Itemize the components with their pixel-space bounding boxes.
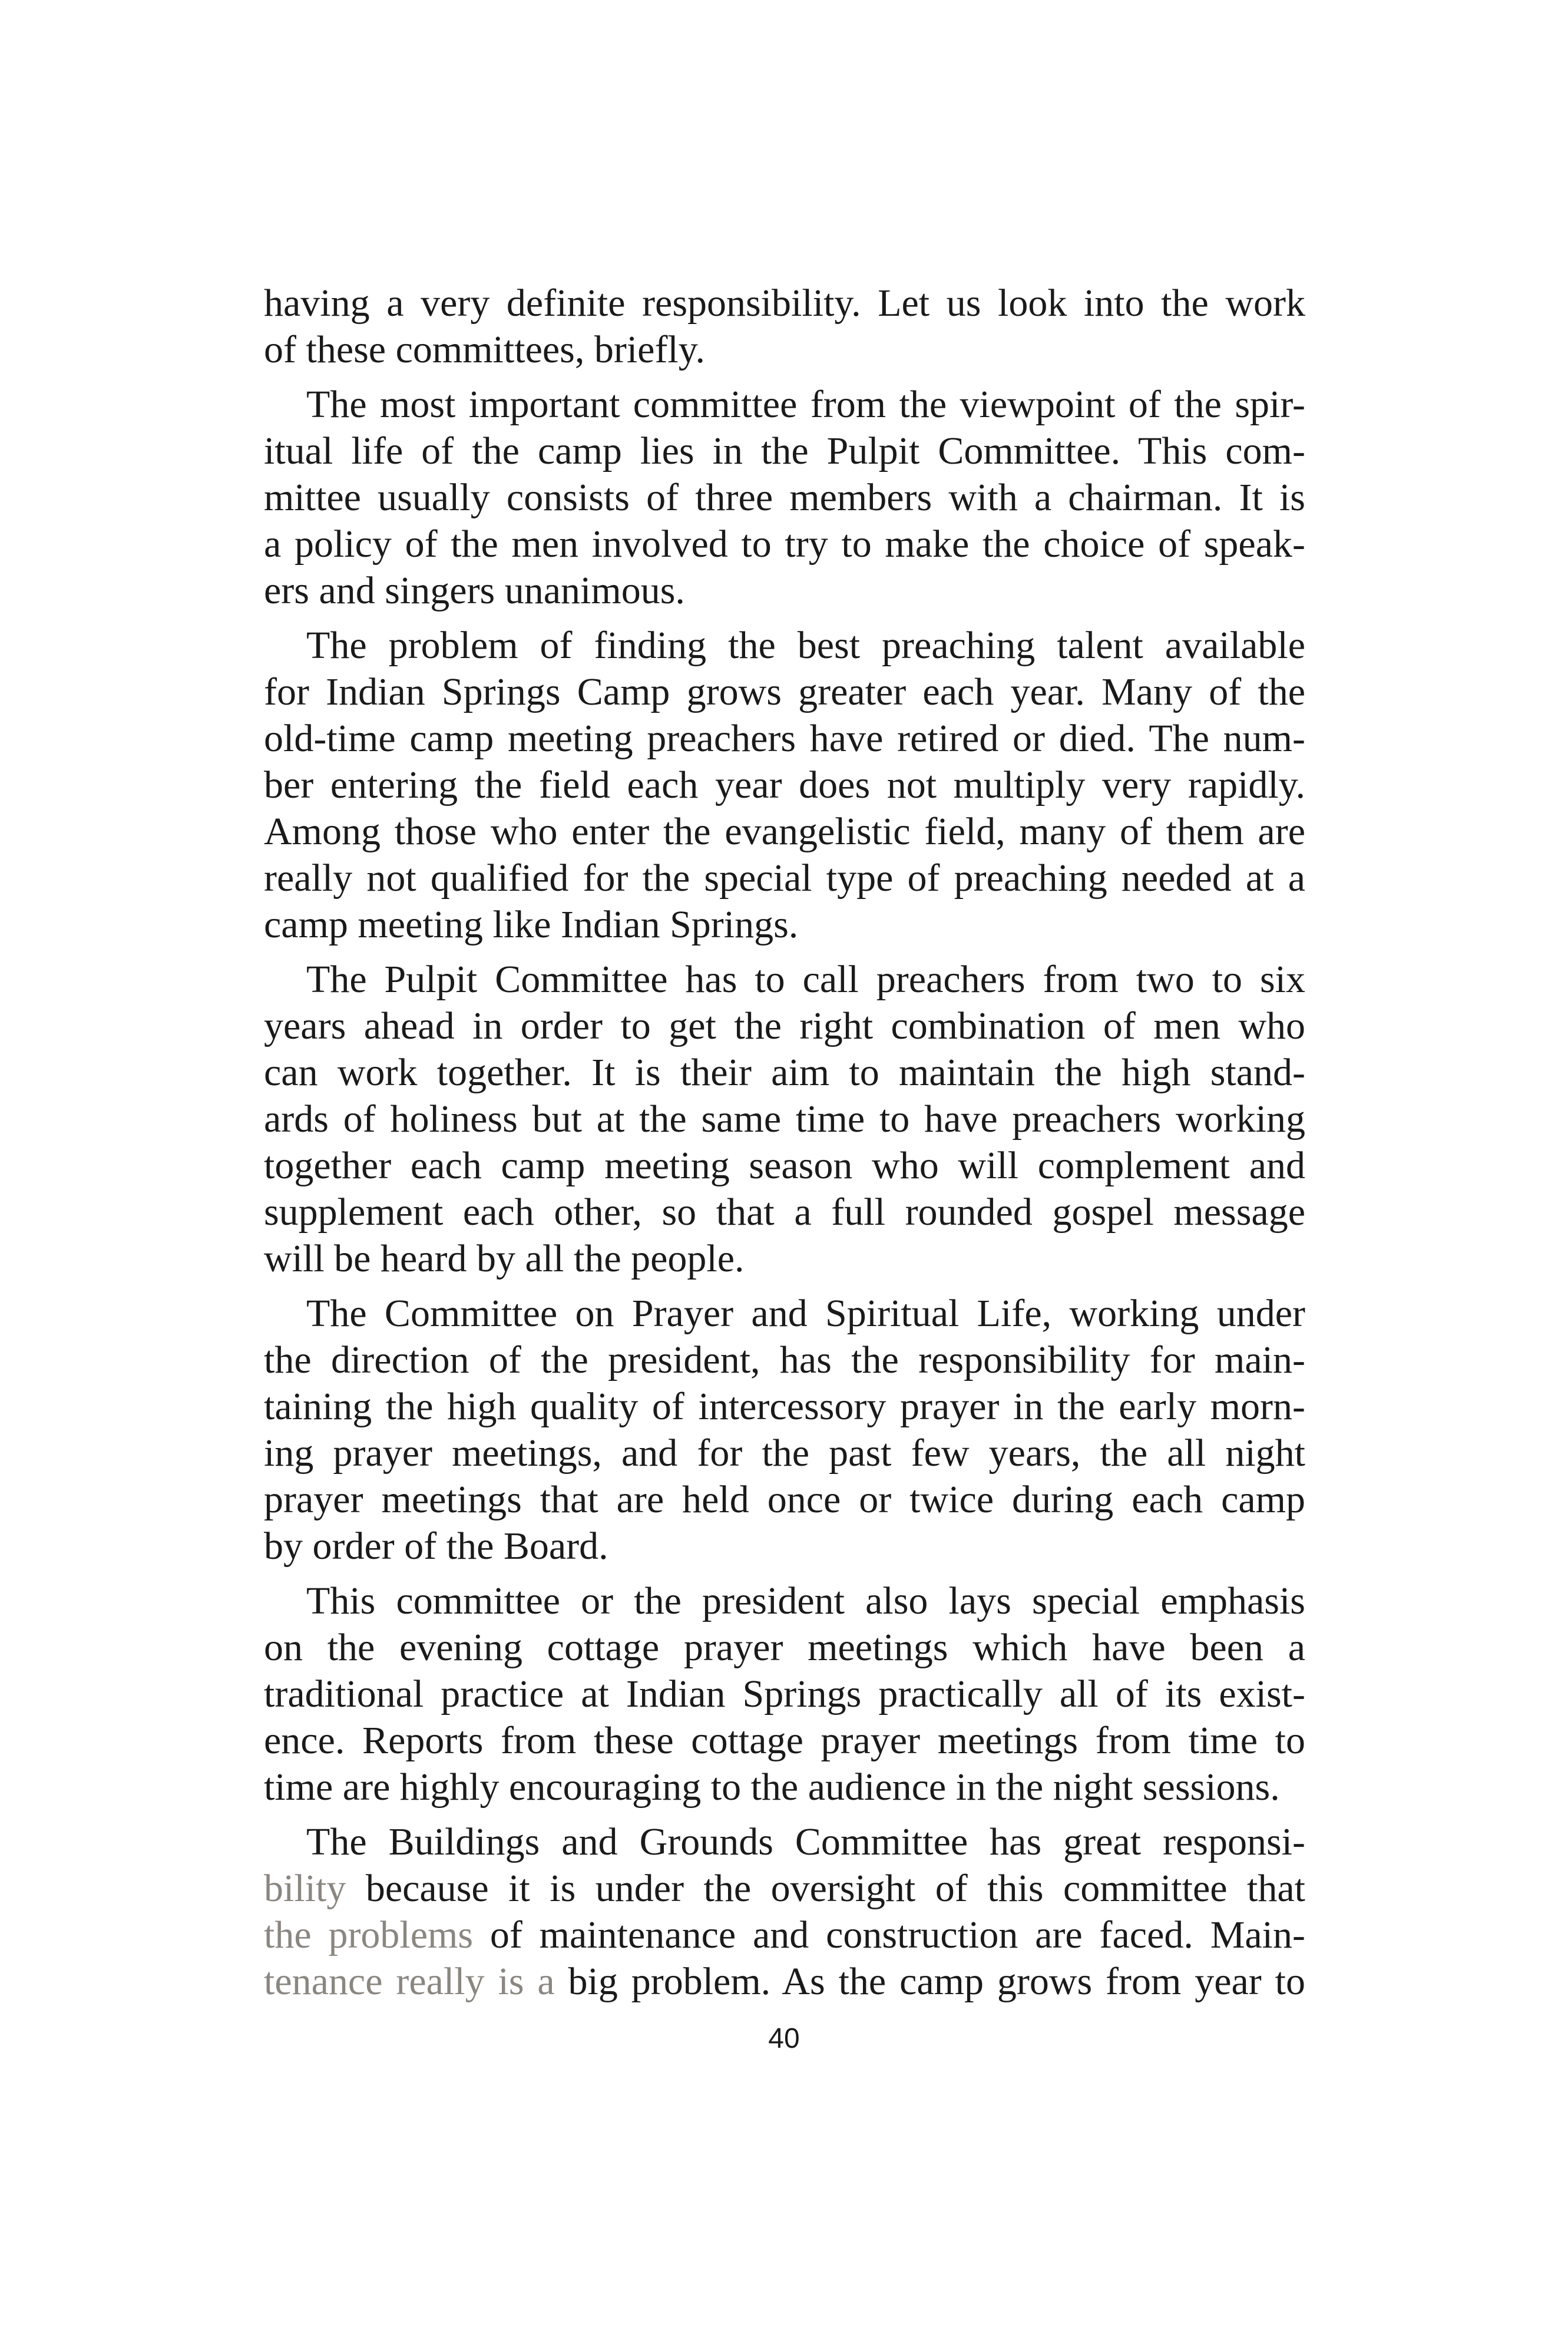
text-line: taining the high quality of intercessory prayer in the early morn- [264,1385,1305,1428]
text-line: mittee usually consists of three members with a chairman. It is [264,476,1305,519]
text-line: The Committee on Prayer and Spiritual Life, working under [306,1292,1305,1335]
text-line: prayer meetings that are held once or twice during each camp [264,1478,1305,1521]
faded-text: tenance really is a [264,1960,555,2003]
text-line: having a very definite responsibility. Let us look into the work [264,282,1305,325]
text-line: itual life of the camp lies in the Pulpit Committee. This com- [264,429,1305,472]
text-line: The problem of finding the best preaching talent available [306,624,1305,667]
text-line: years ahead in order to get the right combination of men who [264,1004,1305,1047]
text-line: ence. Reports from these cottage prayer meetings from time to [264,1719,1305,1762]
text-line: The Buildings and Grounds Committee has great responsi- [306,1820,1305,1863]
text-line: ers and singers unanimous. [264,569,685,612]
text-line: will be heard by all the people. [264,1237,745,1280]
paragraph [264,1578,1305,1810]
faded-text: bility [264,1867,346,1910]
page-number: 40 [768,2023,800,2054]
faded-text: the problems [264,1913,474,1956]
text-line: ing prayer meetings, and for the past few years, the all night [264,1432,1305,1475]
paragraph [264,280,1305,373]
text-line: camp meeting like Indian Springs. [264,903,799,946]
text-line: old-time camp meeting preachers have retired or died. The num- [264,717,1305,760]
paragraph [264,1819,1305,2005]
text-line: for Indian Springs Camp grows greater each year. Many of the [264,670,1305,713]
text-line: The Pulpit Committee has to call preachers from two to six [306,958,1305,1001]
text-line [264,1865,1305,1912]
paragraph [264,622,1305,948]
text-line: supplement each other, so that a full rounded gospel message [264,1191,1305,1234]
text-line: the direction of the president, has the responsibility for main- [264,1338,1305,1381]
text-line: by order of the Board. [264,1525,608,1568]
text-line: a policy of the men involved to try to make the choice of speak- [264,523,1305,566]
text-span: because it is under the oversight of this committee that [346,1867,1305,1910]
text-line: Among those who enter the evangelistic field, many of them are [264,810,1305,853]
text-span: of maintenance and construction are faced. Main- [473,1913,1305,1956]
text-line: The most important committee from the viewpoint of the spir- [306,383,1305,426]
paragraph [264,956,1305,1282]
body-text [264,280,1305,2005]
text-line: ards of holiness but at the same time to have preachers working [264,1098,1305,1141]
text-line [264,1912,1305,1958]
text-line: This committee or the president also lays special emphasis [306,1579,1305,1622]
text-line [264,1958,1305,2005]
paragraph [264,1290,1305,1569]
text-line: ber entering the field each year does not multiply very rapidly. [264,763,1305,806]
paragraph [264,381,1305,614]
text-line: traditional practice at Indian Springs practically all of its exist- [264,1672,1305,1715]
text-line: of these committees, briefly. [264,328,705,371]
text-line: together each camp meeting season who will complement and [264,1144,1305,1187]
text-line: really not qualified for the special type of preaching needed at a [264,857,1305,900]
text-line: on the evening cottage prayer meetings which have been a [264,1626,1305,1669]
text-line: time are highly encouraging to the audience in the night sessions. [264,1766,1280,1809]
text-span: big problem. As the camp grows from year to [554,1960,1305,2003]
text-line: can work together. It is their aim to maintain the high stand- [264,1051,1305,1094]
